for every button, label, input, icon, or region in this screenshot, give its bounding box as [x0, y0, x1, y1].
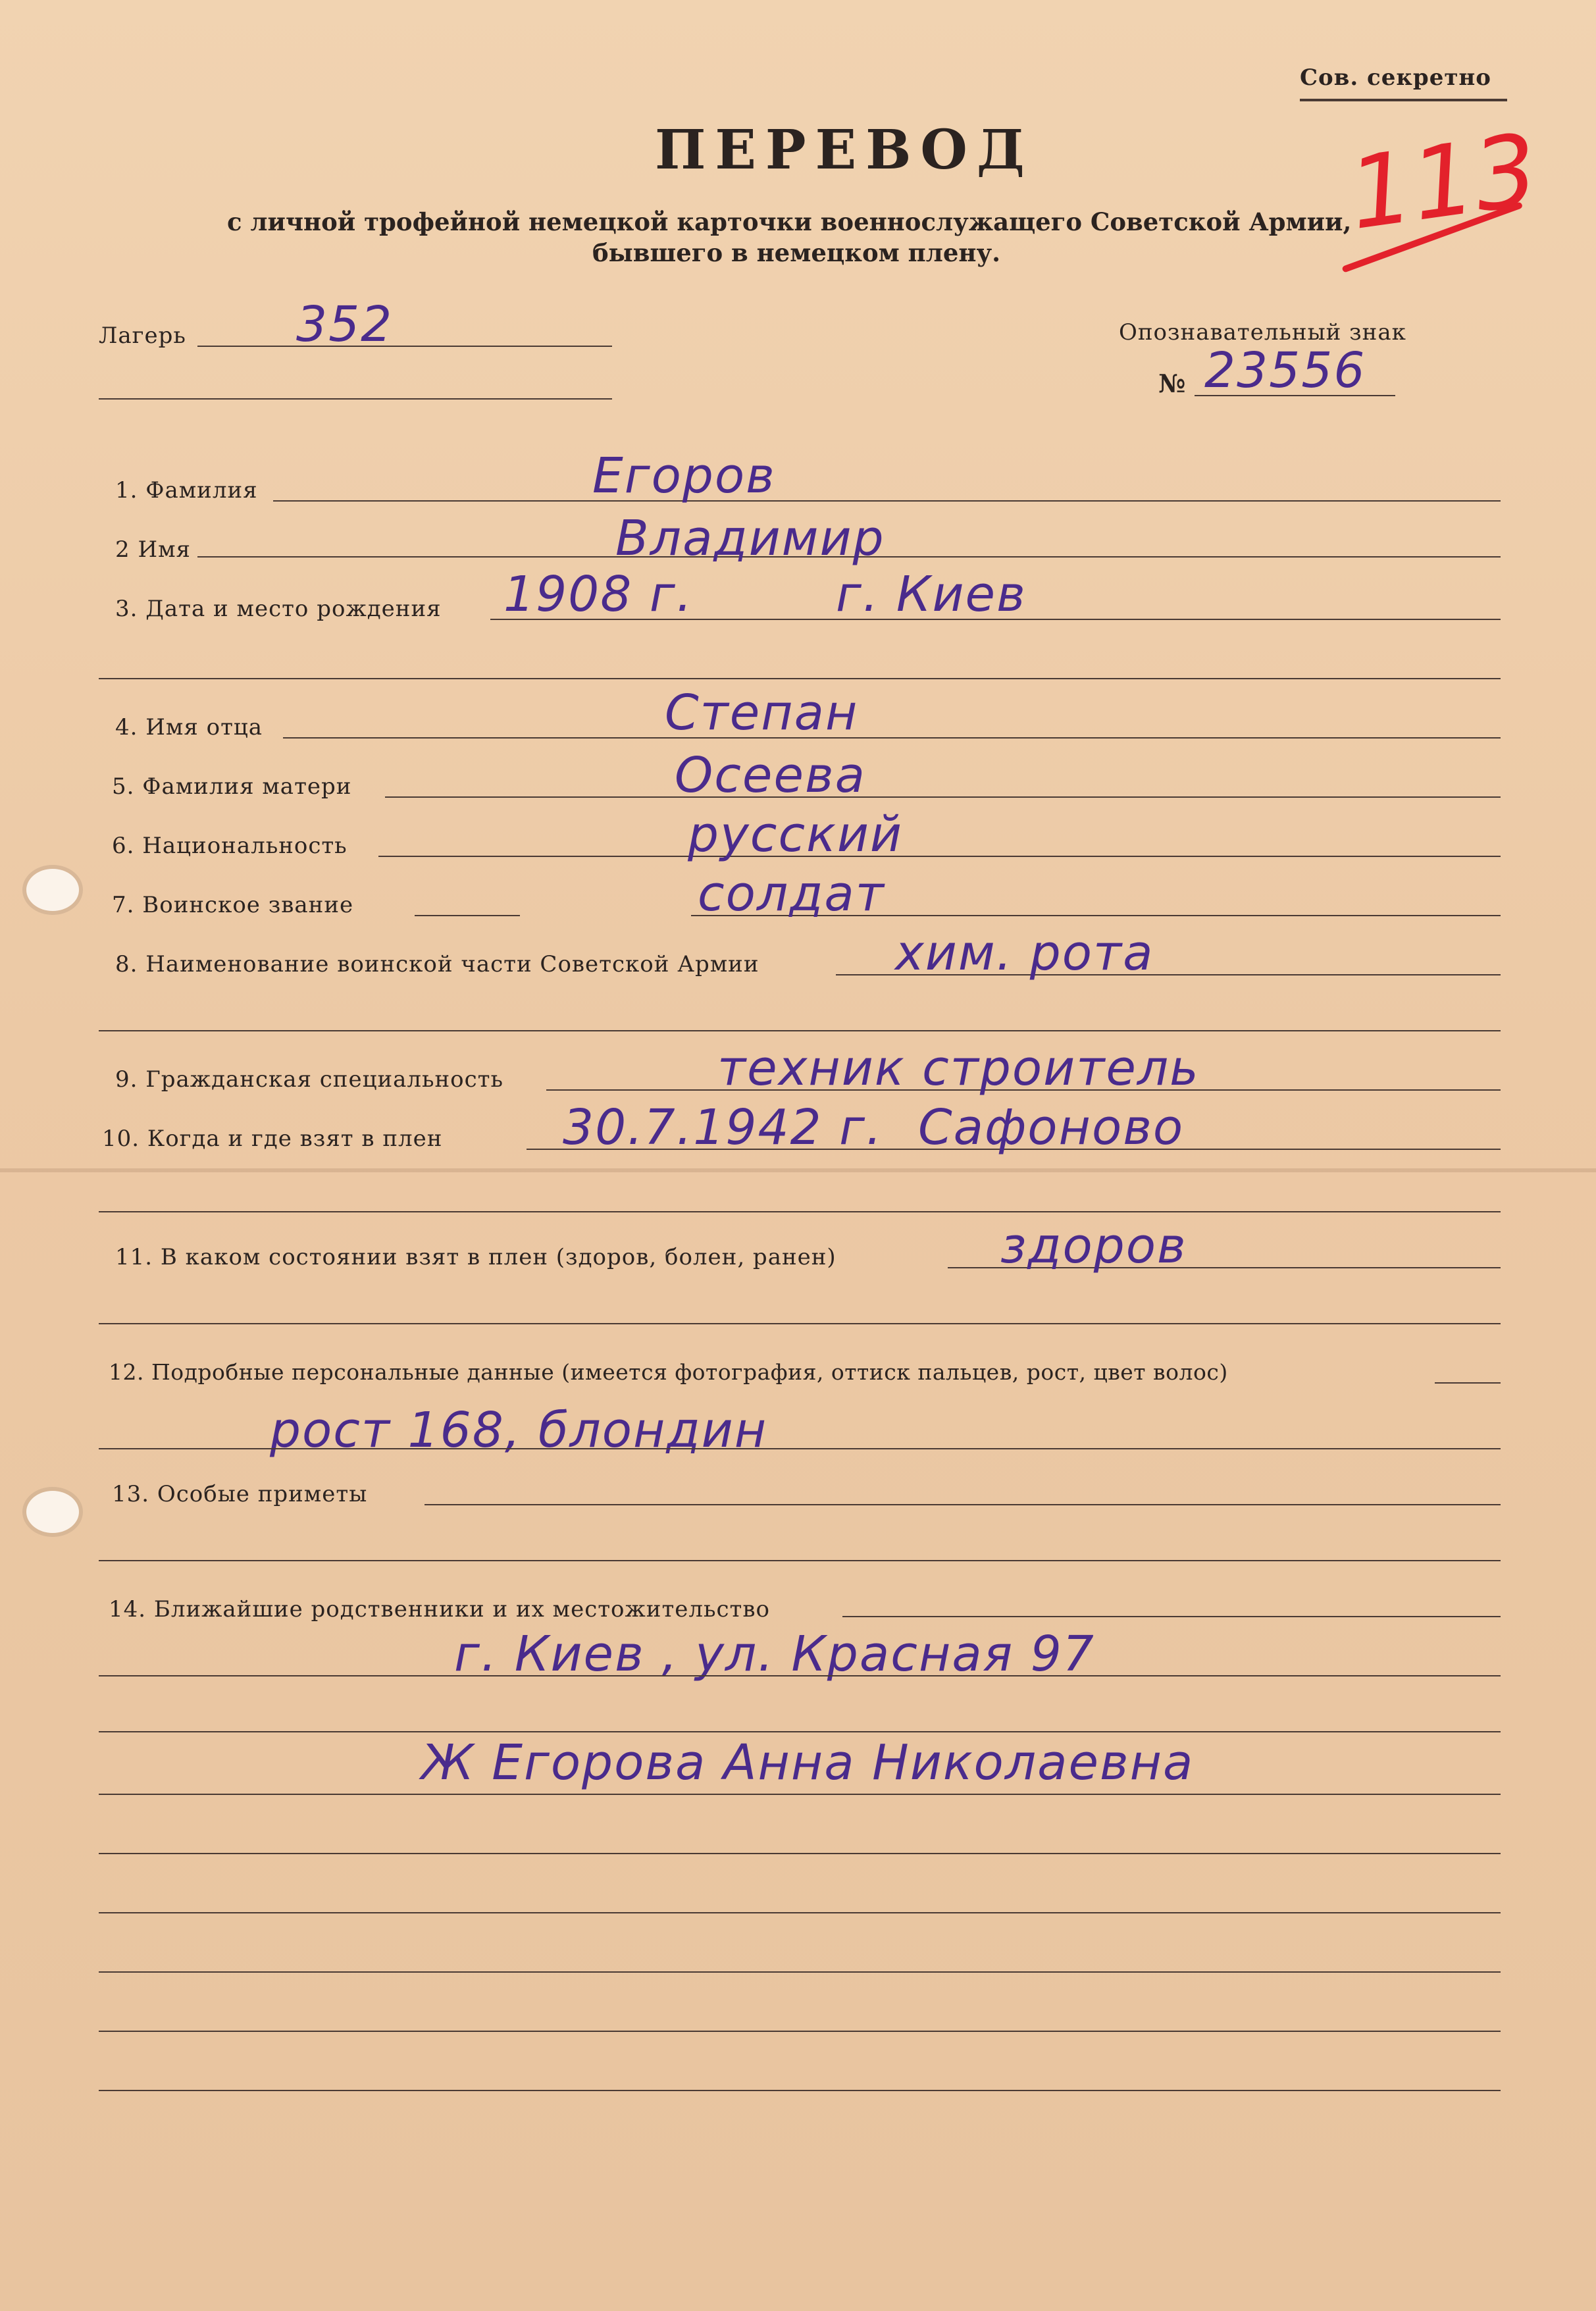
field-5-value: Осеева: [675, 747, 866, 804]
classification-underline: [1300, 99, 1507, 101]
classification-mark: Сов. секретно: [1300, 65, 1491, 91]
blank-line-5: [99, 2090, 1501, 2091]
field-4-label: 4. Имя отца: [115, 714, 263, 740]
field-11-label: 11. В каком состоянии взят в плен (здоров, болен, ранен): [115, 1244, 837, 1270]
camp-label: Лагерь: [99, 323, 186, 349]
field-13-line: [425, 1504, 1501, 1505]
field-7-label: 7. Воинское звание: [112, 892, 354, 918]
punch-hole-bottom: [26, 1491, 79, 1533]
field-10-date: 30.7.1942 г.: [563, 1099, 883, 1156]
field-3-date: 1908 г.: [503, 566, 694, 623]
id-tag-prefix: №: [1158, 369, 1187, 398]
field-3-label: 3. Дата и место рождения: [115, 596, 442, 622]
field-10-place: Сафоново: [918, 1099, 1185, 1156]
field-11-value: здоров: [1000, 1218, 1187, 1274]
field-9-value: техник строитель: [717, 1040, 1200, 1097]
field-14-line-2: [99, 1675, 1501, 1676]
field-3-line-2: [99, 678, 1501, 679]
field-6-value: русский: [688, 806, 904, 863]
field-7-value: солдат: [698, 866, 885, 922]
field-14-label: 14. Ближайшие родственники и их местожительство: [109, 1596, 770, 1623]
field-14-line: [842, 1616, 1501, 1617]
field-5-line: [385, 796, 1501, 798]
field-11-line-2: [99, 1323, 1501, 1324]
field-14-line-4: [99, 1794, 1501, 1795]
field-12-line: [1435, 1382, 1501, 1384]
field-4-line: [283, 737, 1501, 739]
field-8-line-2: [99, 1030, 1501, 1031]
subtitle-line-2: бывшего в немецком плену.: [592, 238, 1001, 267]
blank-line-1: [99, 1853, 1501, 1854]
subtitle-line-1: с личной трофейной немецкой карточки военнослужащего Советской Армии,: [227, 207, 1352, 236]
field-13-label: 13. Особые приметы: [112, 1481, 368, 1507]
id-tag-label: Опознавательный знак: [1119, 319, 1406, 346]
camp-value: 352: [296, 296, 394, 353]
camp-line-2: [99, 398, 612, 400]
field-6-line: [378, 856, 1501, 857]
blank-line-4: [99, 2031, 1501, 2032]
field-2-label: 2 Имя: [115, 536, 191, 563]
field-4-value: Степан: [665, 685, 859, 741]
field-6-label: 6. Национальность: [112, 833, 348, 859]
archive-number: 113: [1342, 112, 1545, 253]
field-14-relative: Ж Егорова Анна Николаевна: [421, 1734, 1195, 1791]
paper-fold: [0, 1168, 1596, 1172]
blank-line-3: [99, 1971, 1501, 1973]
field-2-value: Владимир: [615, 510, 885, 567]
field-12-label: 12. Подробные персональные данные (имеется фотография, оттиск пальцев, рост, цвет волос): [109, 1359, 1228, 1385]
field-1-line: [273, 500, 1501, 502]
field-8-label: 8. Наименование воинской части Советской Армии: [115, 951, 759, 977]
field-12-line-2: [99, 1448, 1501, 1449]
field-14-address: г. Киев , ул. Красная 97: [454, 1626, 1095, 1682]
field-8-value: хим. рота: [895, 925, 1154, 981]
document-title: ПЕРЕВОД: [655, 118, 1034, 182]
blank-line-2: [99, 1912, 1501, 1913]
field-1-label: 1. Фамилия: [115, 477, 258, 504]
field-13-line-2: [99, 1560, 1501, 1561]
id-tag-value: 23556: [1204, 342, 1366, 399]
field-7-line-a: [415, 915, 520, 916]
punch-hole-top: [26, 869, 79, 911]
camp-line: [197, 346, 612, 347]
field-5-label: 5. Фамилия матери: [112, 773, 352, 800]
field-10-line-2: [99, 1211, 1501, 1212]
field-9-label: 9. Гражданская специальность: [115, 1066, 503, 1093]
field-12-value: рост 168, блондин: [270, 1402, 768, 1459]
field-1-value: Егоров: [592, 448, 776, 504]
field-14-line-3: [99, 1731, 1501, 1732]
field-3-place: г. Киев: [836, 566, 1027, 623]
field-10-label: 10. Когда и где взят в плен: [102, 1126, 443, 1152]
